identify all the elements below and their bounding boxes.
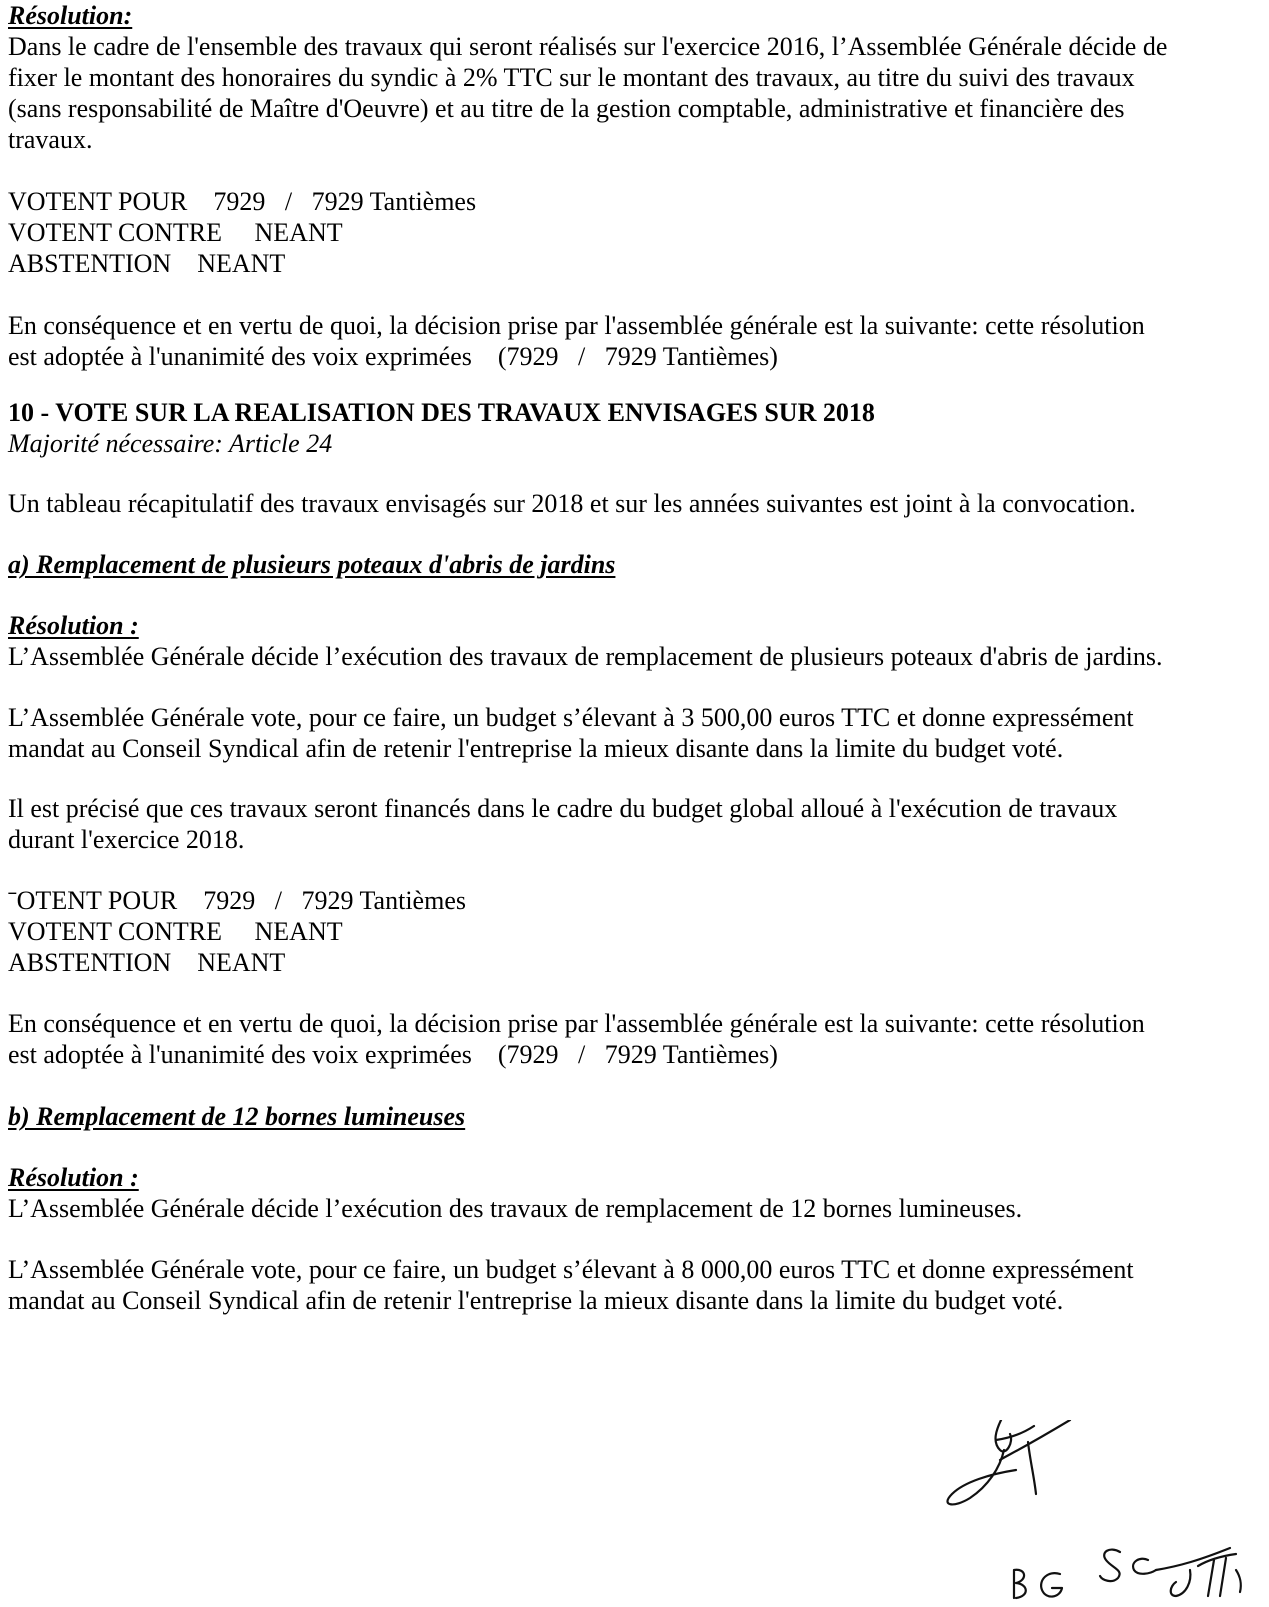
resolution-text-line: (sans responsabilité de Maître d'Oeuvre) et au titre de la gestion comptable, administrative et financière des bbox=[8, 94, 1125, 123]
budget-line: mandat au Conseil Syndical afin de retenir l'entreprise la mieux disante dans la limite du budget voté. bbox=[8, 734, 1064, 763]
vote-abstention: ABSTENTION NEANT bbox=[8, 948, 286, 977]
consequence-line: est adoptée à l'unanimité des voix exprimées (7929 / 7929 Tantièmes) bbox=[8, 1040, 778, 1069]
resolution-label: Résolution : bbox=[8, 611, 139, 640]
financing-line: durant l'exercice 2018. bbox=[8, 825, 245, 854]
vote-contre: VOTENT CONTRE NEANT bbox=[8, 917, 343, 946]
vote-contre: VOTENT CONTRE NEANT bbox=[8, 218, 343, 247]
decision-text: L’Assemblée Générale décide l’exécution des travaux de remplacement de 12 bornes lumineuses. bbox=[8, 1194, 1023, 1223]
vote-pour: ˉOTENT POUR 7929 / 7929 Tantièmes bbox=[8, 886, 466, 915]
decision-text: L’Assemblée Générale décide l’exécution des travaux de remplacement de plusieurs poteaux d'abris de jardins. bbox=[8, 642, 1163, 671]
handwritten-signature bbox=[930, 1420, 1250, 1600]
item-b-title: b) Remplacement de 12 bornes lumineuses bbox=[8, 1102, 466, 1131]
vote-abstention: ABSTENTION NEANT bbox=[8, 249, 286, 278]
consequence-line: En conséquence et en vertu de quoi, la décision prise par l'assemblée générale est la suivante: cette résolution bbox=[8, 1009, 1145, 1038]
item-a-title: a) Remplacement de plusieurs poteaux d'abris de jardins bbox=[8, 550, 616, 579]
financing-line: Il est précisé que ces travaux seront financés dans le cadre du budget global alloué à l'exécution de travaux bbox=[8, 794, 1118, 823]
consequence-line: est adoptée à l'unanimité des voix exprimées (7929 / 7929 Tantièmes) bbox=[8, 342, 778, 371]
resolution-text-line: Dans le cadre de l'ensemble des travaux qui seront réalisés sur l'exercice 2016, l’Assemblée Générale décide de bbox=[8, 32, 1168, 61]
budget-line: L’Assemblée Générale vote, pour ce faire, un budget s’élevant à 3 500,00 euros TTC et donne expressément bbox=[8, 703, 1134, 732]
budget-line: mandat au Conseil Syndical afin de retenir l'entreprise la mieux disante dans la limite du budget voté. bbox=[8, 1286, 1064, 1315]
budget-line: L’Assemblée Générale vote, pour ce faire, un budget s’élevant à 8 000,00 euros TTC et donne expressément bbox=[8, 1255, 1134, 1284]
resolution-text-line: fixer le montant des honoraires du syndic à 2% TTC sur le montant des travaux, au titre du suivi des travaux bbox=[8, 63, 1135, 92]
resolution-text-line: travaux. bbox=[8, 125, 93, 154]
resolution-label: Résolution : bbox=[8, 1163, 139, 1192]
majority-note: Majorité nécessaire: Article 24 bbox=[8, 429, 333, 458]
consequence-line: En conséquence et en vertu de quoi, la décision prise par l'assemblée générale est la suivante: cette résolution bbox=[8, 311, 1145, 340]
document-page bbox=[8, 0, 1258, 1316]
vote-pour: VOTENT POUR 7929 / 7929 Tantièmes bbox=[8, 187, 477, 216]
section-intro: Un tableau récapitulatif des travaux envisagés sur 2018 et sur les années suivantes est joint à la convocation. bbox=[8, 489, 1136, 518]
resolution-label: Résolution: bbox=[8, 1, 133, 30]
section-title: 10 - VOTE SUR LA REALISATION DES TRAVAUX ENVISAGES SUR 2018 bbox=[8, 398, 875, 427]
